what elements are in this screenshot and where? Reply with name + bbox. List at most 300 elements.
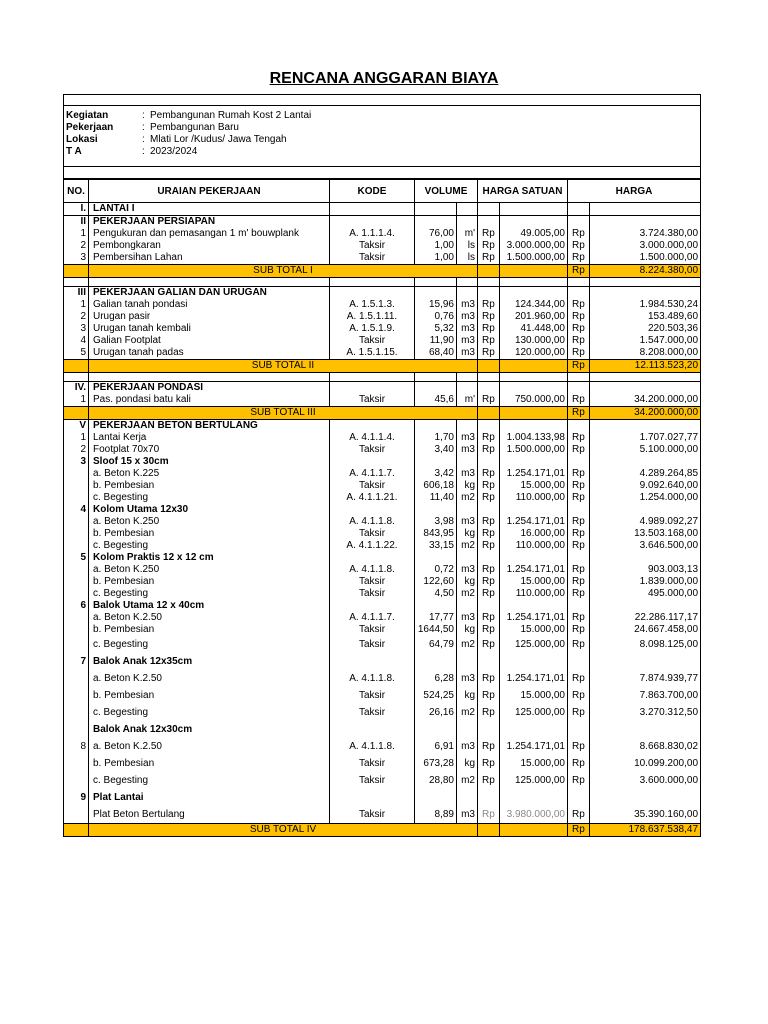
item-code: Taksir bbox=[330, 444, 415, 456]
item-unit: kg bbox=[457, 624, 478, 636]
item-description: c. Begesting bbox=[89, 588, 330, 600]
spacer-cell bbox=[568, 278, 590, 287]
item-row bbox=[64, 444, 701, 456]
item-price: 3.270.312,50 bbox=[590, 704, 701, 721]
item-description: Pembersihan Lahan bbox=[89, 252, 330, 265]
section-title: PEKERJAAN BETON BERTULANG bbox=[89, 420, 330, 433]
empty-cell bbox=[415, 721, 457, 738]
item-unit: m3 bbox=[457, 670, 478, 687]
section-heading-row bbox=[64, 456, 701, 468]
item-description: Galian tanah pondasi bbox=[89, 299, 330, 311]
empty-cell bbox=[478, 382, 500, 395]
item-row bbox=[64, 636, 701, 653]
unit-price-currency: Rp bbox=[478, 576, 500, 588]
spacer-cell bbox=[89, 373, 330, 382]
item-volume: 4,50 bbox=[415, 588, 457, 600]
item-row bbox=[64, 492, 701, 504]
item-volume: 1,00 bbox=[415, 252, 457, 265]
section-heading-row bbox=[64, 721, 701, 738]
row-number bbox=[64, 468, 89, 480]
item-row bbox=[64, 468, 701, 480]
item-description: Urugan tanah kembali bbox=[89, 323, 330, 335]
item-description: b. Pembesian bbox=[89, 755, 330, 772]
row-number bbox=[64, 516, 89, 528]
item-price: 22.286.117,17 bbox=[590, 612, 701, 624]
empty-cell bbox=[478, 600, 500, 612]
item-unit: kg bbox=[457, 480, 478, 492]
section-title: PEKERJAAN GALIAN DAN URUGAN bbox=[89, 287, 330, 300]
subtotal-label: SUB TOTAL I bbox=[89, 265, 478, 278]
price-currency: Rp bbox=[568, 806, 590, 824]
item-price: 10.099.200,00 bbox=[590, 755, 701, 772]
item-volume: 3,42 bbox=[415, 468, 457, 480]
section-title: Kolom Utama 12x30 bbox=[89, 504, 330, 516]
item-description: c. Begesting bbox=[89, 540, 330, 552]
item-volume: 26,16 bbox=[415, 704, 457, 721]
item-code: A. 1.5.1.9. bbox=[330, 323, 415, 335]
item-code: A. 4.1.1.7. bbox=[330, 612, 415, 624]
item-row bbox=[64, 432, 701, 444]
unit-price-currency: Rp bbox=[478, 252, 500, 265]
item-volume: 11,40 bbox=[415, 492, 457, 504]
subtotal-row bbox=[64, 360, 701, 373]
price-currency: Rp bbox=[568, 612, 590, 624]
item-code: Taksir bbox=[330, 806, 415, 824]
empty-cell bbox=[415, 216, 457, 229]
empty-cell bbox=[330, 552, 415, 564]
price-currency: Rp bbox=[568, 240, 590, 252]
section-title: PEKERJAAN PONDASI bbox=[89, 382, 330, 395]
item-row bbox=[64, 311, 701, 323]
subtotal-blank bbox=[500, 407, 568, 420]
spacer-cell bbox=[457, 278, 478, 287]
item-row bbox=[64, 670, 701, 687]
subtotal-blank bbox=[64, 265, 89, 278]
subtotal-row bbox=[64, 824, 701, 837]
item-description: a. Beton K.2.50 bbox=[89, 612, 330, 624]
empty-cell bbox=[590, 653, 701, 670]
price-currency: Rp bbox=[568, 228, 590, 240]
item-description: b. Pembesian bbox=[89, 576, 330, 588]
spacer-cell bbox=[64, 278, 89, 287]
empty-cell bbox=[500, 600, 568, 612]
row-number: 3 bbox=[64, 456, 89, 468]
empty-cell bbox=[478, 287, 500, 300]
spacer-cell bbox=[590, 373, 701, 382]
row-number bbox=[64, 564, 89, 576]
item-row bbox=[64, 228, 701, 240]
item-volume: 45,6 bbox=[415, 394, 457, 407]
item-price: 1.707.027,77 bbox=[590, 432, 701, 444]
item-description: Pengukuran dan pemasangan 1 m' bouwplank bbox=[89, 228, 330, 240]
row-number bbox=[64, 588, 89, 600]
subtotal-currency: Rp bbox=[568, 360, 590, 373]
price-currency: Rp bbox=[568, 394, 590, 407]
empty-cell bbox=[590, 456, 701, 468]
empty-cell bbox=[330, 287, 415, 300]
empty-cell bbox=[568, 456, 590, 468]
item-price: 4.989.092,27 bbox=[590, 516, 701, 528]
empty-cell bbox=[457, 287, 478, 300]
item-description: Plat Beton Bertulang bbox=[89, 806, 330, 824]
subtotal-currency: Rp bbox=[568, 824, 590, 837]
subtotal-blank bbox=[500, 824, 568, 837]
empty-cell bbox=[500, 216, 568, 229]
item-row bbox=[64, 480, 701, 492]
item-code: Taksir bbox=[330, 624, 415, 636]
spacer-cell bbox=[64, 373, 89, 382]
item-volume: 0,72 bbox=[415, 564, 457, 576]
unit-price: 110.000,00 bbox=[500, 588, 568, 600]
empty-cell bbox=[478, 721, 500, 738]
empty-cell bbox=[478, 653, 500, 670]
row-number: II bbox=[64, 216, 89, 229]
price-currency: Rp bbox=[568, 323, 590, 335]
row-number bbox=[64, 806, 89, 824]
item-volume: 8,89 bbox=[415, 806, 457, 824]
item-price: 24.667.458,00 bbox=[590, 624, 701, 636]
item-code: A. 4.1.1.4. bbox=[330, 432, 415, 444]
row-number: 6 bbox=[64, 600, 89, 612]
empty-cell bbox=[500, 456, 568, 468]
item-volume: 76,00 bbox=[415, 228, 457, 240]
empty-cell bbox=[415, 420, 457, 433]
row-number: 1 bbox=[64, 228, 89, 240]
section-title: PEKERJAAN PERSIAPAN bbox=[89, 216, 330, 229]
empty-cell bbox=[457, 216, 478, 229]
subtotal-currency: Rp bbox=[568, 407, 590, 420]
item-price: 8.098.125,00 bbox=[590, 636, 701, 653]
item-row bbox=[64, 755, 701, 772]
header-no: NO. bbox=[64, 180, 89, 203]
section-title: Kolom Praktis 12 x 12 cm bbox=[89, 552, 330, 564]
item-volume: 122,60 bbox=[415, 576, 457, 588]
subtotal-blank bbox=[500, 265, 568, 278]
section-heading-row bbox=[64, 653, 701, 670]
spacer-cell bbox=[89, 278, 330, 287]
price-currency: Rp bbox=[568, 670, 590, 687]
header-kode: KODE bbox=[330, 180, 415, 203]
item-volume: 0,76 bbox=[415, 311, 457, 323]
item-row bbox=[64, 394, 701, 407]
item-description: c. Begesting bbox=[89, 704, 330, 721]
price-currency: Rp bbox=[568, 480, 590, 492]
item-unit: m2 bbox=[457, 772, 478, 789]
info-row-pekerjaan: Pekerjaan : Pembangunan Baru bbox=[66, 122, 239, 133]
unit-price: 201.960,00 bbox=[500, 311, 568, 323]
row-number bbox=[64, 636, 89, 653]
item-row bbox=[64, 347, 701, 360]
subtotal-value: 178.637.538,47 bbox=[590, 824, 701, 837]
item-volume: 1,70 bbox=[415, 432, 457, 444]
empty-cell bbox=[568, 653, 590, 670]
price-currency: Rp bbox=[568, 528, 590, 540]
subtotal-row bbox=[64, 265, 701, 278]
row-number bbox=[64, 612, 89, 624]
unit-price: 1.254.171,01 bbox=[500, 670, 568, 687]
empty-cell bbox=[457, 653, 478, 670]
item-volume: 68,40 bbox=[415, 347, 457, 360]
price-currency: Rp bbox=[568, 540, 590, 552]
empty-cell bbox=[568, 504, 590, 516]
item-unit: m3 bbox=[457, 738, 478, 755]
section-heading-row bbox=[64, 216, 701, 229]
item-code: A. 4.1.1.21. bbox=[330, 492, 415, 504]
row-number: 3 bbox=[64, 323, 89, 335]
subtotal-label: SUB TOTAL IV bbox=[89, 824, 478, 837]
section-heading-row bbox=[64, 203, 701, 216]
item-volume: 1,00 bbox=[415, 240, 457, 252]
unit-price-currency: Rp bbox=[478, 516, 500, 528]
item-price: 5.100.000,00 bbox=[590, 444, 701, 456]
subtotal-row bbox=[64, 407, 701, 420]
item-code: Taksir bbox=[330, 687, 415, 704]
item-code: Taksir bbox=[330, 335, 415, 347]
spacer-row bbox=[64, 278, 701, 287]
empty-cell bbox=[330, 456, 415, 468]
item-row bbox=[64, 240, 701, 252]
unit-price-currency: Rp bbox=[478, 444, 500, 456]
unit-price: 16.000,00 bbox=[500, 528, 568, 540]
subtotal-blank bbox=[478, 407, 500, 420]
subtotal-value: 8.224.380,00 bbox=[590, 265, 701, 278]
unit-price-currency: Rp bbox=[478, 806, 500, 824]
row-number: 2 bbox=[64, 444, 89, 456]
price-currency: Rp bbox=[568, 516, 590, 528]
unit-price: 125.000,00 bbox=[500, 636, 568, 653]
item-price: 4.289.264,85 bbox=[590, 468, 701, 480]
empty-cell bbox=[590, 789, 701, 806]
empty-cell bbox=[568, 600, 590, 612]
empty-cell bbox=[500, 287, 568, 300]
empty-cell bbox=[330, 216, 415, 229]
item-unit: m3 bbox=[457, 311, 478, 323]
empty-cell bbox=[457, 600, 478, 612]
row-number bbox=[64, 624, 89, 636]
item-code: Taksir bbox=[330, 772, 415, 789]
item-row bbox=[64, 335, 701, 347]
unit-price: 1.004.133,98 bbox=[500, 432, 568, 444]
empty-cell bbox=[478, 552, 500, 564]
item-unit: m3 bbox=[457, 347, 478, 360]
price-currency: Rp bbox=[568, 687, 590, 704]
empty-cell bbox=[500, 382, 568, 395]
empty-cell bbox=[457, 382, 478, 395]
row-number bbox=[64, 704, 89, 721]
unit-price-currency: Rp bbox=[478, 540, 500, 552]
unit-price: 3.980.000,00 bbox=[500, 806, 568, 824]
item-description: a. Beton K.2.50 bbox=[89, 670, 330, 687]
table-header-row bbox=[64, 180, 701, 203]
unit-price-currency: Rp bbox=[478, 670, 500, 687]
item-price: 3.724.380,00 bbox=[590, 228, 701, 240]
item-description: c. Begesting bbox=[89, 772, 330, 789]
empty-cell bbox=[590, 721, 701, 738]
unit-price: 1.254.171,01 bbox=[500, 468, 568, 480]
unit-price-currency: Rp bbox=[478, 335, 500, 347]
subtotal-blank bbox=[500, 360, 568, 373]
item-row bbox=[64, 624, 701, 636]
unit-price-currency: Rp bbox=[478, 704, 500, 721]
row-number: IV. bbox=[64, 382, 89, 395]
header-uraian: URAIAN PEKERJAAN bbox=[89, 180, 330, 203]
item-row bbox=[64, 516, 701, 528]
item-volume: 6,28 bbox=[415, 670, 457, 687]
empty-cell bbox=[330, 504, 415, 516]
item-unit: m3 bbox=[457, 432, 478, 444]
item-price: 1.254.000,00 bbox=[590, 492, 701, 504]
item-unit: kg bbox=[457, 576, 478, 588]
item-description: c. Begesting bbox=[89, 636, 330, 653]
item-unit: kg bbox=[457, 755, 478, 772]
section-heading-row bbox=[64, 382, 701, 395]
unit-price: 1.500.000,00 bbox=[500, 444, 568, 456]
item-price: 7.874.939,77 bbox=[590, 670, 701, 687]
empty-cell bbox=[590, 600, 701, 612]
unit-price: 110.000,00 bbox=[500, 492, 568, 504]
unit-price: 125.000,00 bbox=[500, 772, 568, 789]
unit-price-currency: Rp bbox=[478, 311, 500, 323]
item-volume: 28,80 bbox=[415, 772, 457, 789]
empty-cell bbox=[500, 203, 568, 216]
price-currency: Rp bbox=[568, 738, 590, 755]
empty-cell bbox=[330, 721, 415, 738]
empty-cell bbox=[457, 552, 478, 564]
price-currency: Rp bbox=[568, 576, 590, 588]
unit-price-currency: Rp bbox=[478, 528, 500, 540]
price-currency: Rp bbox=[568, 252, 590, 265]
price-currency: Rp bbox=[568, 444, 590, 456]
spacer-cell bbox=[457, 373, 478, 382]
unit-price: 1.254.171,01 bbox=[500, 738, 568, 755]
page-title: RENCANA ANGGARAN BIAYA bbox=[269, 70, 499, 87]
item-price: 34.200.000,00 bbox=[590, 394, 701, 407]
item-code: A. 4.1.1.8. bbox=[330, 670, 415, 687]
empty-cell bbox=[478, 504, 500, 516]
item-unit: m3 bbox=[457, 806, 478, 824]
subtotal-blank bbox=[64, 824, 89, 837]
item-price: 13.503.168,00 bbox=[590, 528, 701, 540]
item-code: A. 1.1.1.4. bbox=[330, 228, 415, 240]
empty-cell bbox=[457, 721, 478, 738]
row-number bbox=[64, 772, 89, 789]
header-volume: VOLUME bbox=[415, 180, 478, 203]
row-number bbox=[64, 687, 89, 704]
item-row bbox=[64, 252, 701, 265]
row-number: 2 bbox=[64, 311, 89, 323]
empty-cell bbox=[568, 382, 590, 395]
empty-cell bbox=[330, 420, 415, 433]
empty-cell bbox=[500, 721, 568, 738]
row-number: 1 bbox=[64, 299, 89, 311]
spacer-cell bbox=[500, 373, 568, 382]
unit-price-currency: Rp bbox=[478, 480, 500, 492]
empty-cell bbox=[330, 600, 415, 612]
section-title: Balok Utama 12 x 40cm bbox=[89, 600, 330, 612]
item-unit: m2 bbox=[457, 636, 478, 653]
empty-cell bbox=[457, 420, 478, 433]
empty-cell bbox=[500, 653, 568, 670]
unit-price: 110.000,00 bbox=[500, 540, 568, 552]
item-unit: ls bbox=[457, 240, 478, 252]
unit-price-currency: Rp bbox=[478, 687, 500, 704]
row-number bbox=[64, 480, 89, 492]
section-title: Balok Anak 12x30cm bbox=[89, 721, 330, 738]
item-code: Taksir bbox=[330, 704, 415, 721]
empty-cell bbox=[500, 789, 568, 806]
item-code: Taksir bbox=[330, 576, 415, 588]
info-row-kegiatan: Kegiatan : Pembangunan Rumah Kost 2 Lantai bbox=[66, 110, 312, 121]
price-currency: Rp bbox=[568, 624, 590, 636]
empty-cell bbox=[415, 789, 457, 806]
empty-cell bbox=[457, 203, 478, 216]
item-price: 9.092.640,00 bbox=[590, 480, 701, 492]
item-volume: 17,77 bbox=[415, 612, 457, 624]
item-price: 7.863.700,00 bbox=[590, 687, 701, 704]
item-row bbox=[64, 612, 701, 624]
subtotal-label: SUB TOTAL II bbox=[89, 360, 478, 373]
empty-cell bbox=[330, 653, 415, 670]
item-volume: 15,96 bbox=[415, 299, 457, 311]
item-code: A. 4.1.1.8. bbox=[330, 516, 415, 528]
empty-cell bbox=[457, 789, 478, 806]
item-volume: 843,95 bbox=[415, 528, 457, 540]
item-row bbox=[64, 323, 701, 335]
item-description: b. Pembesian bbox=[89, 687, 330, 704]
row-number: V bbox=[64, 420, 89, 433]
unit-price: 130.000,00 bbox=[500, 335, 568, 347]
unit-price: 1.254.171,01 bbox=[500, 516, 568, 528]
item-unit: kg bbox=[457, 687, 478, 704]
section-heading-row bbox=[64, 287, 701, 300]
item-unit: m2 bbox=[457, 492, 478, 504]
price-currency: Rp bbox=[568, 347, 590, 360]
empty-cell bbox=[568, 216, 590, 229]
item-volume: 524,25 bbox=[415, 687, 457, 704]
row-number: 7 bbox=[64, 653, 89, 670]
item-price: 1.500.000,00 bbox=[590, 252, 701, 265]
empty-cell bbox=[568, 420, 590, 433]
unit-price-currency: Rp bbox=[478, 228, 500, 240]
item-unit: m3 bbox=[457, 335, 478, 347]
row-number: 5 bbox=[64, 347, 89, 360]
unit-price-currency: Rp bbox=[478, 772, 500, 789]
spacer-cell bbox=[478, 278, 500, 287]
unit-price-currency: Rp bbox=[478, 636, 500, 653]
unit-price: 15.000,00 bbox=[500, 755, 568, 772]
unit-price-currency: Rp bbox=[478, 492, 500, 504]
empty-cell bbox=[568, 789, 590, 806]
header-harga-satuan: HARGA SATUAN bbox=[478, 180, 568, 203]
spacer-cell bbox=[500, 278, 568, 287]
section-heading-row bbox=[64, 600, 701, 612]
item-unit: m2 bbox=[457, 704, 478, 721]
item-row bbox=[64, 576, 701, 588]
item-unit: m2 bbox=[457, 540, 478, 552]
item-description: c. Begesting bbox=[89, 492, 330, 504]
row-number: 3 bbox=[64, 252, 89, 265]
empty-cell bbox=[415, 653, 457, 670]
item-unit: m3 bbox=[457, 299, 478, 311]
item-description: a. Beton K.225 bbox=[89, 468, 330, 480]
subtotal-blank bbox=[478, 265, 500, 278]
row-number: 1 bbox=[64, 394, 89, 407]
subtotal-blank bbox=[64, 360, 89, 373]
empty-cell bbox=[415, 504, 457, 516]
item-unit: m2 bbox=[457, 588, 478, 600]
item-row bbox=[64, 704, 701, 721]
empty-cell bbox=[457, 504, 478, 516]
